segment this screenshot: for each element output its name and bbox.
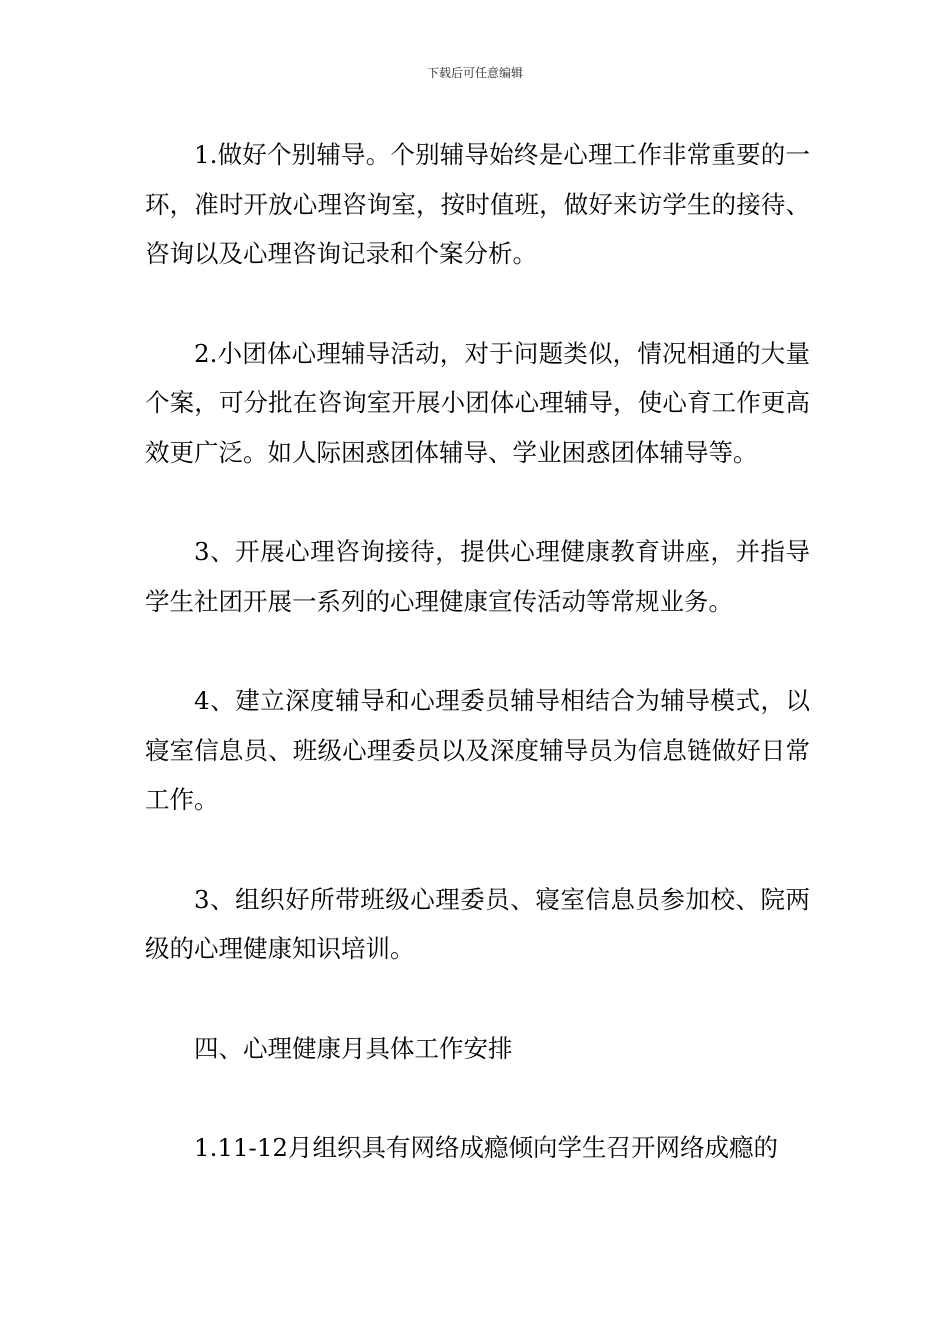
paragraph-internet-addiction: 1.11-12月组织具有网络成瘾倾向学生召开网络成瘾的 <box>194 1133 779 1162</box>
paragraph-gap <box>145 477 810 527</box>
page-header: 下载后可任意编辑 <box>426 66 523 80</box>
paragraph-consultation-reception: 3、开展心理咨询接待，提供心理健康教育讲座，并指导学生社团开展一系列的心理健康宣传活动等常规业务。 <box>145 537 810 616</box>
paragraph-gap <box>145 825 810 875</box>
paragraph-individual-counseling: 1.做好个别辅导。个别辅导始终是心理工作非常重要的一环，准时开放心理咨询室，按时值班，做好来访学生的接待、咨询以及心理咨询记录和个案分析。 <box>145 140 810 268</box>
paragraph-gap <box>145 974 810 1024</box>
paragraph-training: 3、组织好所带班级心理委员、寝室信息员参加校、院两级的心理健康知识培训。 <box>145 884 810 963</box>
paragraph-deep-counseling-mode: 4、建立深度辅导和心理委员辅导相结合为辅导模式，以寝室信息员、班级心理委员以及深度辅导员为信息链做好日常工作。 <box>145 686 810 814</box>
section-heading-mental-health-month: 四、心理健康月具体工作安排 <box>194 1033 513 1063</box>
document-body <box>145 130 810 1173</box>
paragraph-group-counseling: 2.小团体心理辅导活动，对于问题类似，情况相通的大量个案，可分批在咨询室开展小团体心理辅导，使心育工作更高效更广泛。如人际困惑团体辅导、学业困惑团体辅导等。 <box>145 338 810 467</box>
paragraph-gap <box>145 1073 810 1123</box>
paragraph-gap <box>145 279 810 329</box>
paragraph-gap <box>145 626 810 676</box>
